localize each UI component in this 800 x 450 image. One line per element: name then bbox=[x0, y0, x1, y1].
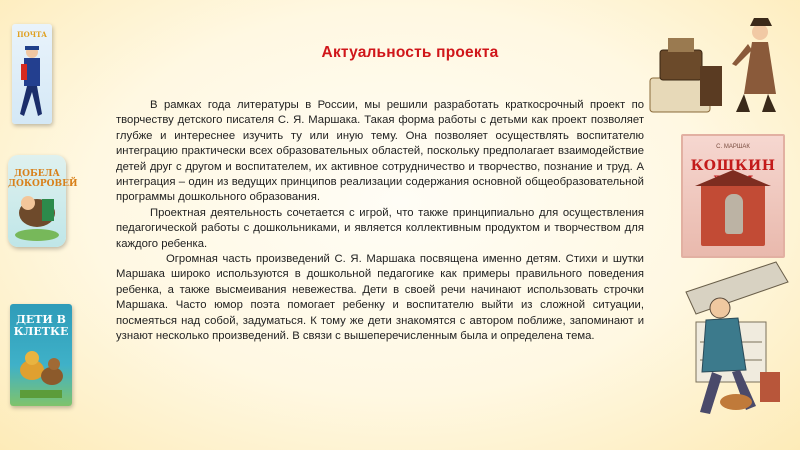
book3-title: ДЕТИ В КЛЕТКЕ bbox=[13, 313, 69, 338]
animals-book-cover-icon bbox=[10, 304, 72, 406]
cat-icon bbox=[725, 194, 743, 234]
koshkin-author: С. МАРШАК bbox=[716, 144, 750, 150]
paragraph-2: Проектная деятельность сочетается с игрой, что также принципиально для осуществления педагогической работы с дошкольниками, и является коллективным продуктом и творчеством для каждого ребенка. bbox=[116, 206, 644, 250]
cats-house-book-cover-icon bbox=[681, 134, 785, 258]
absent-minded-man-illustration-icon bbox=[676, 252, 794, 422]
lady-with-luggage-illustration-icon bbox=[640, 8, 790, 128]
book2-title: ДОБЕЛА ДОКОРОВЕЙ bbox=[8, 169, 78, 189]
book-cover-icon bbox=[8, 155, 78, 247]
postman-book-cover-icon bbox=[12, 24, 52, 124]
book1-title: ПОЧТА bbox=[16, 30, 47, 39]
paragraph-1: В рамках года литературы в России, мы решили разработать краткосрочный проект по творчеству детского писателя С. Я. Маршака. Такая форма работы с детьми как проект позволяет глубже и интереснее изучить ту или иную тему. Она позволяет осуществлять воспитателю интеграцию практически всех образовательных областей, поскольку предполагает взаимодействие детей друг с другом и воспитателем, их активное сотрудничество и творчество, познание и труд. А интеграция – один из ведущих принципов реализации содержания основной общеобразовательной программы дошкольного образования. bbox=[116, 99, 644, 204]
slide-title: Актуальность проекта bbox=[321, 44, 499, 61]
koshkin-title: КОШКИН bbox=[690, 158, 776, 174]
paragraph-3: Огромная часть произведений С. Я. Маршака посвящена именно детям. Стихи и шутки Маршака широко используются в дошкольной педагогике как примеры правильного поведения ребенка, а также высмеивания невежества. Дети в своей речи начинают использовать строчки Маршака. Часто юмор поэта помогает ребенку и воспитателю выйти из сложной ситуации, посмеяться над собой, задуматься. К тому же дети знакомятся с автором поближе, запоминают и узнают несколько произведений. В связи с вышеперечисленным была и определена тема. bbox=[116, 253, 644, 343]
body-text bbox=[116, 98, 644, 345]
